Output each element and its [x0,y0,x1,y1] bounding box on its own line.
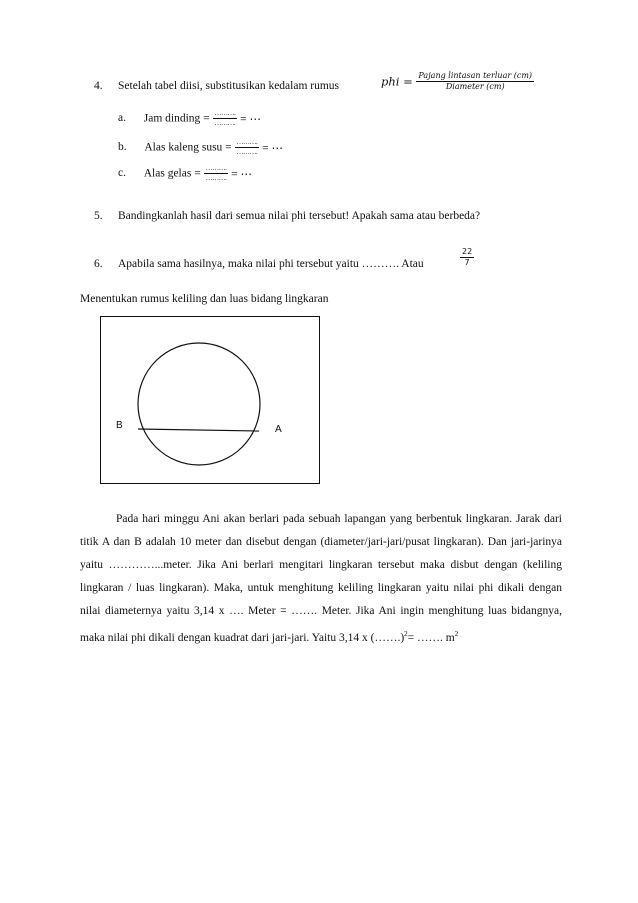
subitem-fraction [235,139,260,156]
formula-lhs: phi = [381,74,413,89]
fraction-numerator: ………. [205,164,227,172]
paragraph-text: Pada hari minggu Ani akan berlari pada sebuah lapangan yang berbentuk lingkaran. Jarak dari titik A dan B adalah 10 meter dan disebut dengan (diameter/jari-jari/pusat lingkaran). Dan jari-jarinya yaitu …………...meter. Jika Ani berlari mengitari lingkaran tersebut maka disbut dengan (keliling lingkaran / luas lingkaran). Maka, untuk menghitung keliling lingkaran yaitu nilai phi dikali dengan nilai diameternya yaitu 3,14 x …. Meter = ……. Meter. Jika Ani ingin menghitung luas bidangnya, maka nilai phi dikali dengan kuadrat dari jari-jari. Yaitu 3,14 x (…….) [80,513,562,644]
q5-number: 5. [94,210,103,222]
q4-number: 4. [94,80,103,92]
fraction-numerator: ………. [214,109,236,117]
point-a-label: A [275,424,282,435]
q6-number: 6. [94,258,103,270]
paragraph-tail: = ……. m [407,631,455,644]
phi-formula [381,72,534,91]
q4-text: Setelah tabel diisi, substitusikan kedalam rumus [118,80,340,92]
formula-denominator: Diameter (cm) [445,82,505,91]
formula-fraction [416,72,534,91]
story-paragraph [80,508,562,650]
subitem-b [118,139,283,156]
fraction-denominator: ………. [214,119,236,127]
subitem-tail: = ⋯ [231,168,253,181]
subitem-label: Jam dinding = [143,112,210,125]
subitem-label: Alas gelas = [143,167,201,180]
subitem-letter: c. [118,167,126,180]
subitem-label: Alas kaleng susu = [144,141,232,154]
fraction-numerator: ………. [236,138,258,146]
subitem-fraction [204,165,229,182]
subitem-c [118,165,252,182]
diameter-line [138,429,259,431]
fraction-denominator: 7 [464,258,470,267]
fraction-denominator: ………. [205,174,227,182]
subitem-tail: = ⋯ [262,142,284,155]
point-b-label: B [116,420,123,431]
q5-text: Bandingkanlah hasil dari semua nilai phi tersebut! Apakah sama atau berbeda? [118,210,481,222]
fraction-denominator: ………. [236,148,258,156]
formula-numerator: Pajang lintasan terluar (cm) [418,71,533,80]
fraction-numerator: 22 [462,247,473,256]
q6-text: Apabila sama hasilnya, maka nilai phi tersebut yaitu ………. Atau [118,258,424,270]
subitem-a [118,110,261,127]
circle-diagram [101,317,319,483]
circle-shape [138,343,260,465]
paragraph-exponent: 2 [404,630,408,638]
subitem-letter: a. [118,112,126,125]
paragraph-unit-exponent: 2 [454,630,459,638]
q6-fraction [460,248,474,267]
subitem-tail: = ⋯ [240,113,262,126]
subitem-fraction [213,110,238,127]
subitem-letter: b. [118,141,127,154]
circle-figure [100,316,320,484]
section-title: Menentukan rumus keliling dan luas bidang lingkaran [80,293,329,305]
